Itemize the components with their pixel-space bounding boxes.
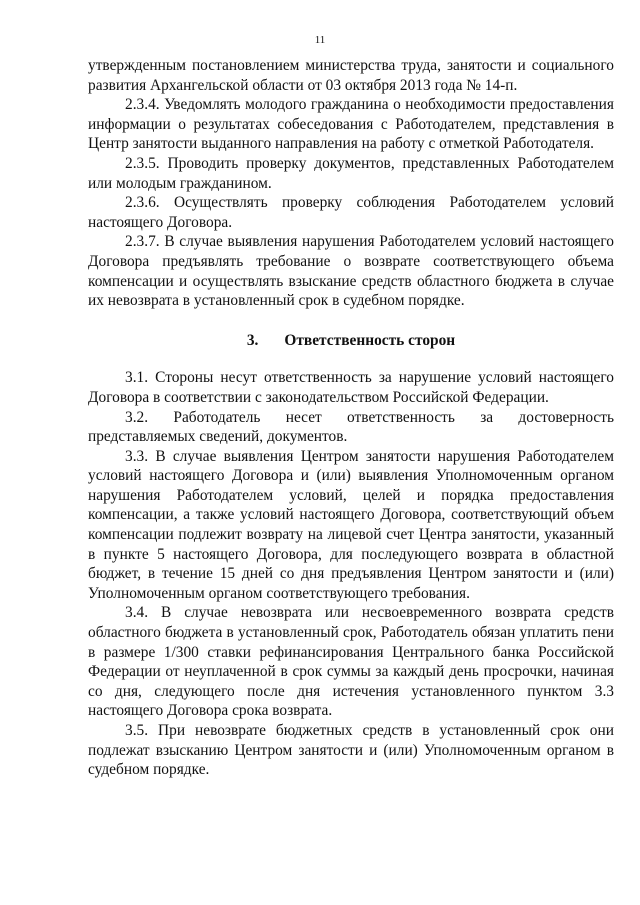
document-body: [88, 56, 614, 780]
clause-number: 3.3.: [125, 447, 149, 465]
clause-text: Стороны несут ответственность за нарушение условий настоящего Договора в соответствии с законодательством Российской Федерации.: [88, 369, 614, 406]
page-number: 11: [314, 34, 326, 46]
clause-number: 3.5.: [125, 722, 149, 739]
clause-number: 2.3.4.: [125, 96, 160, 114]
clause-number: 2.3.5.: [125, 154, 160, 172]
clause-number: 3.2.: [125, 408, 149, 426]
clause-3-4: [88, 603, 614, 721]
section-heading: [88, 331, 614, 351]
clause-number: 3.1.: [125, 369, 149, 387]
clause-text: Проводить проверку документов, представленных Работодателем или молодым гражданином.: [88, 154, 614, 192]
clause-2-3-4: [88, 95, 614, 154]
clause-text: При невозврате бюджетных средств в установленный срок они подлежат взысканию Центром занятости и (или) Уполномоченным органом в судебном порядке.: [88, 722, 614, 779]
clause-text: Осуществлять проверку соблюдения Работодателем условий настоящего Договора.: [88, 194, 614, 231]
clause-2-3-5: [88, 154, 614, 193]
intro-paragraph: утвержденным постановлением министерства труда, занятости и социального развития Архангельской области от 03 октября 2013 года № 14-п.: [88, 57, 614, 94]
clause-2-3-7: [88, 232, 614, 310]
section-title: Ответственность сторон: [284, 331, 456, 349]
clause-text: В случае выявления нарушения Работодателем условий настоящего Договора предъявлять требование о возврате соответствующего объема компенсации и осуществлять взыскание средств областного бюджета в случае их невозврата в установленный срок в судебном порядке.: [88, 233, 614, 310]
clause-text: В случае невозврата или несвоевременного возврата средств областного бюджета в установленный срок, Работодатель обязан уплатить пени в размере 1/300 ставки рефинансирования Центрального банка Российской Федерации от неуплаченной в срок суммы за каждый день просрочки, начиная со дня, следующего после дня истечения установленного пунктом 3.3 настоящего Договора срока возврата.: [88, 604, 614, 720]
clause-text: В случае выявления Центром занятости нарушения Работодателем условий настоящего Договора и (или) выявления Уполномоченным органом нарушения Работодателем условий, целей и порядка предоставления компенсации, а также условий настоящего Договора, соответствующий объем компенсации подлежит возврату на лицевой счет Центра занятости, указанный в пункте 5 настоящего Договора, для последующего возврата в областной бюджет, в течение 15 дней со дня предъявления Центром занятости и (или) Уполномоченным органом соответствующего требования.: [88, 447, 614, 602]
clause-text: Уведомлять молодого гражданина о необходимости предоставления информации о результатах собеседования с Работодателем, представления в Центр занятости выданного направления на работу с отметкой Работодателя.: [88, 96, 614, 153]
clause-3-2: [88, 408, 614, 447]
clause-number: 2.3.7.: [125, 233, 160, 251]
clause-text: Работодатель несет ответственность за достоверность представляемых сведений, документов.: [88, 408, 614, 446]
clause-number: 3.4.: [125, 604, 149, 622]
clause-3-5: [88, 721, 614, 780]
clause-3-3: [88, 447, 614, 604]
clause-3-1: [88, 368, 614, 407]
clause-2-3-6: [88, 193, 614, 232]
section-number: 3.: [246, 331, 259, 349]
clause-number: 2.3.6.: [125, 194, 160, 212]
